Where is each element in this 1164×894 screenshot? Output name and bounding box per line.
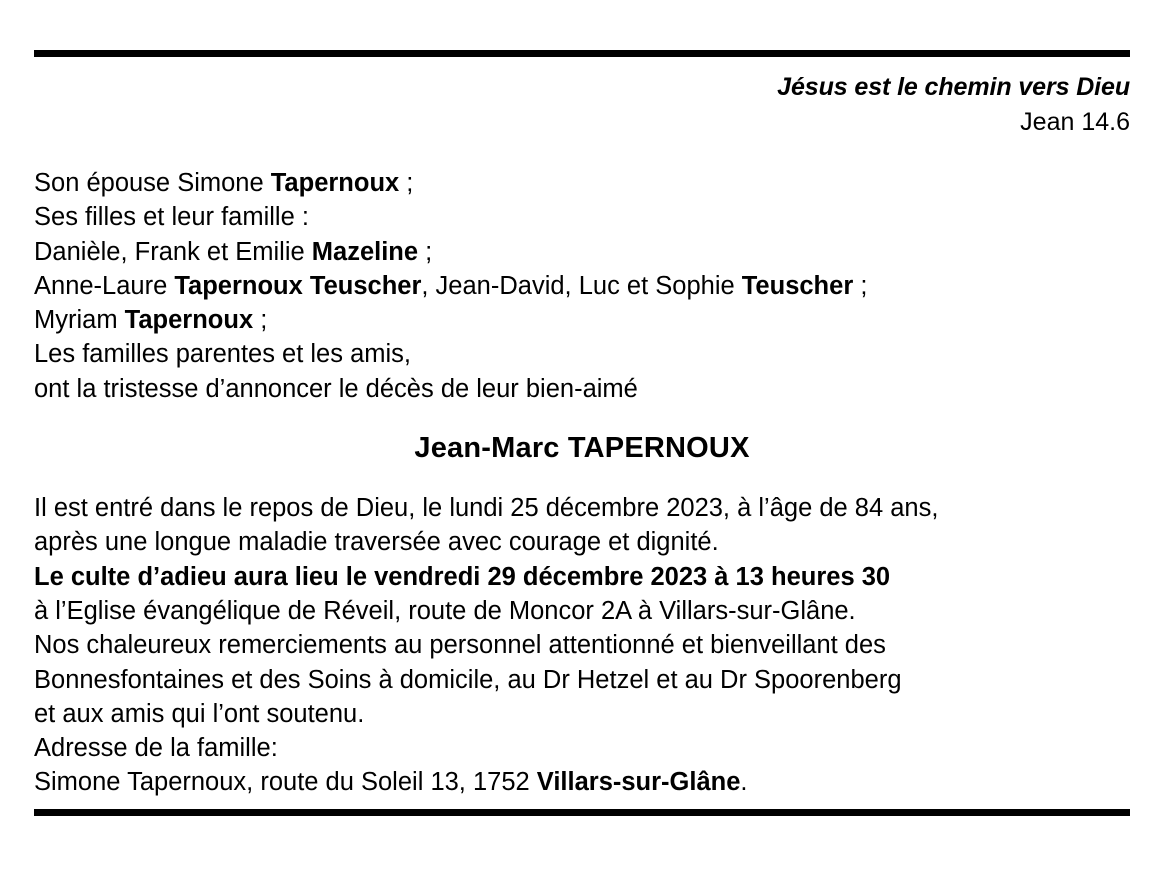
plain-text: Son épouse Simone: [34, 169, 271, 197]
plain-text: ;: [853, 271, 868, 300]
death-notice: [0, 50, 1164, 894]
emphasis-text: Tapernoux: [124, 306, 254, 335]
announcement-line: [34, 731, 1130, 765]
family-line: [34, 235, 1130, 269]
plain-text: Myriam: [34, 306, 125, 335]
plain-text: ont la tristesse d’annoncer le décès de leur bien-aimé: [34, 374, 638, 403]
plain-text: Nos chaleureux remerciements au personnel attentionné et bienveillant des: [34, 631, 886, 660]
plain-text: ;: [418, 237, 433, 266]
announcement-line: [34, 663, 1130, 697]
plain-text: Simone Tapernoux, route du Soleil 13, 1752: [34, 768, 537, 797]
bottom-divider: [34, 809, 1130, 816]
plain-text: Bonnesfontaines et des Soins à domicile, au Dr Hetzel et au Dr Spoorenberg: [34, 665, 902, 694]
plain-text: ;: [253, 306, 268, 335]
announcement-text: [34, 491, 1130, 800]
emphasis-text: Teuscher: [741, 271, 854, 300]
deceased-name: Jean-Marc TAPERNOUX: [414, 432, 750, 465]
announcement-line: [34, 765, 1130, 799]
emphasis-text: Villars-sur-Glâne: [536, 768, 741, 797]
plain-text: et aux amis qui l’ont soutenu.: [34, 699, 365, 728]
emphasis-text: Tapernoux: [270, 169, 400, 197]
emphasis-text: Le culte d’adieu aura lieu le vendredi 29 décembre 2023 à 13 heures 30: [34, 562, 891, 591]
epigraph: [34, 71, 1130, 138]
announcement-line: [34, 491, 1130, 525]
plain-text: Danièle, Frank et Emilie: [34, 237, 312, 266]
plain-text: Les familles parentes et les amis,: [34, 340, 411, 369]
plain-text: Adresse de la famille:: [34, 734, 278, 763]
family-line: [34, 200, 1130, 234]
plain-text: Ses filles et leur famille :: [34, 203, 309, 232]
family-line: [34, 269, 1130, 303]
announcement-line: [34, 560, 1130, 594]
announcement-line: [34, 628, 1130, 662]
plain-text: , Jean-David, Luc et Sophie: [421, 271, 742, 300]
announcement-line: [34, 594, 1130, 628]
emphasis-text: Mazeline: [311, 237, 419, 266]
epigraph-reference: Jean 14.6: [1020, 107, 1130, 136]
epigraph-verse: Jésus est le chemin vers Dieu: [777, 73, 1130, 101]
announcement-line: [34, 697, 1130, 731]
plain-text: à l’Eglise évangélique de Réveil, route de Moncor 2A à Villars-sur-Glâne.: [34, 596, 856, 625]
emphasis-text: Tapernoux Teuscher: [174, 271, 422, 300]
family-line: [34, 166, 1130, 200]
family-list: [34, 166, 1130, 406]
announcement-line: [34, 525, 1130, 559]
family-line: [34, 337, 1130, 371]
plain-text: .: [740, 768, 748, 797]
family-line: [34, 372, 1130, 406]
family-line: [34, 303, 1130, 337]
plain-text: Il est entré dans le repos de Dieu, le lundi 25 décembre 2023, à l’âge de 84 ans,: [34, 494, 939, 523]
top-divider: [34, 50, 1130, 57]
plain-text: Anne-Laure: [34, 271, 175, 300]
plain-text: après une longue maladie traversée avec courage et dignité.: [34, 528, 719, 557]
plain-text: ;: [399, 169, 414, 197]
